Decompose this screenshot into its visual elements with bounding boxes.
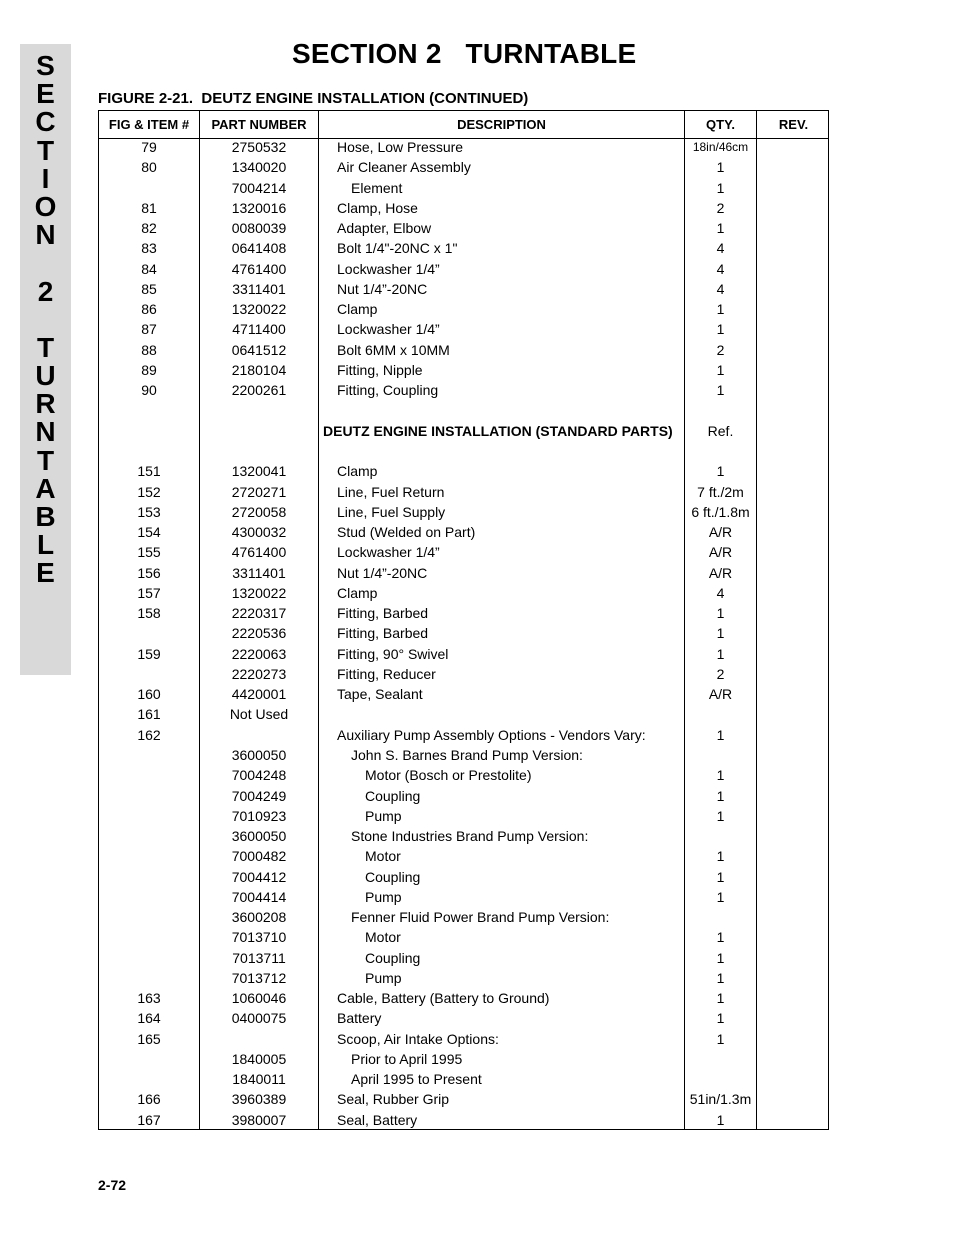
description-cell: Lockwasher 1/4” [337,260,440,277]
header-part-number: PART NUMBER [211,117,307,132]
fig-item-cell: 88 [141,341,157,358]
description-cell: Auxiliary Pump Assembly Options - Vendors Vary: [337,726,646,743]
fig-item-cell [99,846,199,866]
part-number-cell: 1840005 [231,1050,287,1067]
side-tab-letter: S [36,50,55,81]
fig-item-cell: 87 [141,321,157,338]
fig-item-cell: 82 [141,220,157,237]
description-cell: Fitting, Barbed [337,605,429,622]
qty-cell: 1 [716,220,725,237]
side-tab-letter: E [36,78,55,110]
table-row [99,400,828,420]
table-row [99,745,828,765]
description-cell: DEUTZ ENGINE INSTALLATION (STANDARD PARTS) [323,422,673,439]
qty-cell: 1 [716,605,725,622]
part-number-cell: 2200261 [231,382,287,399]
description-cell: Air Cleaner Assembly [337,159,471,176]
qty-cell: 1 [716,990,725,1007]
qty-cell: 2 [716,199,725,216]
table-row [99,157,828,177]
part-number-cell: 4761400 [231,544,287,561]
table-row [99,644,828,664]
qty-cell: 1 [716,1010,725,1027]
side-tab-letter: T [36,331,55,363]
description-cell: Motor [365,848,401,865]
side-tab-letter: I [41,162,50,194]
description-cell: Motor (Bosch or Prestolite) [365,767,532,784]
part-number-cell [200,725,318,745]
part-number-cell: 2180104 [231,361,287,378]
qty-cell [685,1069,756,1089]
description-cell: Coupling [365,949,421,966]
qty-cell: 1 [716,179,725,196]
side-tab-letter: O [34,190,57,222]
qty-cell: 1 [716,159,725,176]
table-row [99,704,828,724]
qty-cell: 4 [716,260,725,277]
table-row [99,867,828,887]
fig-item-cell [99,927,199,947]
description-cell: Element [351,179,403,196]
qty-cell: 18in/46cm [692,140,749,154]
fig-item-cell: 159 [137,645,161,662]
fig-item-cell: 90 [141,382,157,399]
table-row [99,725,828,745]
table-row [99,786,828,806]
qty-cell: 1 [716,767,725,784]
table-row [99,664,828,684]
part-number-cell: 3980007 [231,1111,287,1128]
part-number-cell: 7004249 [231,787,287,804]
table-row [99,583,828,603]
qty-cell: 4 [716,280,725,297]
table-row [99,238,828,258]
part-number-cell: Not Used [229,706,289,723]
qty-cell: 1 [716,463,725,480]
qty-cell: 4 [716,584,725,601]
table-row [99,765,828,785]
description-cell: Bolt 6MM x 10MM [337,341,450,358]
side-tab-letter: A [35,472,56,504]
description-cell: Clamp [337,463,378,480]
table-row [99,887,828,907]
fig-item-cell: 166 [137,1091,161,1108]
table-row [99,360,828,380]
fig-item-cell: 85 [141,280,157,297]
fig-item-cell [99,907,199,927]
table-row [99,968,828,988]
qty-cell: 1 [716,807,725,824]
qty-cell: 2 [716,341,725,358]
fig-item-cell: 158 [137,605,161,622]
qty-cell: 1 [716,848,725,865]
description-cell: Tape, Sealant [337,686,423,703]
table-row [99,340,828,360]
qty-cell: A/R [708,686,733,703]
table-row [99,927,828,947]
table-row [99,522,828,542]
fig-item-cell: 157 [137,584,161,601]
table-row [99,1049,828,1069]
part-number-cell: 7004214 [231,179,287,196]
fig-item-cell: 154 [137,524,161,541]
side-tab-letter: N [35,416,56,448]
description-cell: Fitting, Nipple [337,361,423,378]
part-number-cell: 2220536 [231,625,287,642]
part-number-cell [200,1029,318,1049]
table-row [99,684,828,704]
table-row [99,1110,828,1130]
table-row [99,441,828,461]
description-cell: Battery [337,1010,382,1027]
part-number-cell: 3311401 [232,280,286,297]
table-row [99,299,828,319]
qty-cell: 1 [716,361,725,378]
part-number-cell: 0400075 [231,1010,287,1027]
qty-cell: 2 [716,665,725,682]
description-cell: Fitting, Barbed [337,625,429,642]
qty-cell [685,441,756,461]
description-cell: Bolt 1/4"-20NC x 1" [337,240,458,257]
qty-cell: 1 [716,929,725,946]
table-row [99,482,828,502]
table-row [99,542,828,562]
fig-item-cell: 83 [141,240,157,257]
part-number-cell: 2220317 [231,605,287,622]
fig-item-cell [99,441,199,461]
side-tab-letter: L [36,529,55,561]
table-row [99,1069,828,1089]
table-row [99,137,828,157]
part-number-cell: 7000482 [231,848,287,865]
fig-item-cell [99,623,199,643]
part-number-cell [200,421,318,441]
fig-item-cell [99,421,199,441]
description-cell: Coupling [365,787,421,804]
qty-cell: 1 [716,787,725,804]
table-row [99,279,828,299]
part-number-cell: 3600050 [231,746,287,763]
qty-cell: 6 ft./1.8m [691,503,750,520]
part-number-cell: 3600208 [231,909,287,926]
table-row [99,178,828,198]
description-cell: Nut 1/4”-20NC [337,280,428,297]
table-row [99,1008,828,1028]
qty-cell: 1 [716,645,725,662]
qty-cell: 51in/1.3m [689,1091,752,1108]
header-fig-item: FIG & ITEM # [108,117,190,132]
part-number-cell: 3311401 [232,564,286,581]
table-row [99,846,828,866]
part-number-cell: 1320022 [231,301,287,318]
part-number-cell: 3600050 [231,828,287,845]
fig-item-cell: 81 [141,199,157,216]
part-number-cell: 4300032 [231,524,287,541]
qty-cell: 1 [716,321,725,338]
description-cell: Fitting, Reducer [337,665,436,682]
qty-cell: 1 [716,625,725,642]
qty-cell: A/R [708,544,733,561]
table-row [99,502,828,522]
part-number-cell: 2750532 [231,139,287,155]
table-row [99,421,828,441]
description-cell: Seal, Battery [337,1111,418,1128]
table-row [99,563,828,583]
description-cell: Line, Fuel Return [337,483,445,500]
qty-cell: Ref. [707,422,734,439]
description-cell: Fitting, 90° Swivel [337,645,449,662]
part-number-cell: 1060046 [231,990,287,1007]
figure-title: FIGURE 2-21. DEUTZ ENGINE INSTALLATION (CONTINUED) [98,90,529,107]
qty-cell: 7 ft./2m [697,483,744,500]
page-title: SECTION 2 TURNTABLE [292,38,637,69]
fig-item-cell: 156 [137,564,161,581]
qty-cell: A/R [708,564,733,581]
description-cell: Pump [365,807,402,824]
table-row [99,907,828,927]
fig-item-cell: 86 [141,301,157,318]
parts-table [98,110,829,1130]
table-row [99,806,828,826]
side-tab-letter: 2 [37,275,54,307]
fig-item-cell: 155 [137,544,161,561]
part-number-cell: 0641512 [231,341,287,358]
description-cell: Lockwasher 1/4” [337,321,440,338]
side-tab-letter: N [35,219,56,251]
header-description: DESCRIPTION [457,117,546,132]
fig-item-cell: 167 [137,1111,161,1128]
qty-cell: 1 [716,382,725,399]
description-cell: Stud (Welded on Part) [337,524,476,541]
fig-item-cell [99,948,199,968]
fig-item-cell: 152 [137,483,161,500]
description-cell: Pump [365,888,402,905]
part-number-cell: 7004412 [231,868,287,885]
part-number-cell: 4420001 [231,686,287,703]
fig-item-cell: 79 [141,139,157,155]
part-number-cell: 7004414 [231,888,287,905]
fig-item-cell: 165 [137,1030,161,1047]
part-number-cell: 7004248 [231,767,287,784]
part-number-cell: 1320041 [231,463,287,480]
header-qty: QTY. [706,117,735,132]
table-row [99,623,828,643]
description-cell: Adapter, Elbow [337,220,432,237]
table-row [99,1089,828,1109]
description-cell: Coupling [365,868,421,885]
part-number-cell: 4711400 [232,321,286,338]
part-number-cell [200,400,318,420]
part-number-cell: 2720271 [231,483,287,500]
table-row [99,461,828,481]
part-number-cell: 7013711 [232,949,286,966]
part-number-cell: 0080039 [231,220,287,237]
fig-item-cell: 80 [141,159,157,176]
description-cell: John S. Barnes Brand Pump Version: [351,746,583,763]
fig-item-cell: 161 [137,706,161,723]
qty-cell: A/R [708,524,733,541]
description-cell: Motor [365,929,401,946]
qty-cell: 1 [716,868,725,885]
qty-cell [685,826,756,846]
part-number-cell: 7013712 [231,969,287,986]
qty-cell: 1 [716,1030,725,1047]
fig-item-cell: 163 [137,990,161,1007]
table-row [99,218,828,238]
part-number-cell: 2220273 [231,665,287,682]
description-cell: Seal, Rubber Grip [337,1091,450,1108]
fig-item-cell [99,826,199,846]
side-tab-letter: T [36,134,55,166]
table-row [99,319,828,339]
part-number-cell: 7010923 [231,807,287,824]
table-row [99,826,828,846]
part-number-cell: 1320016 [231,199,287,216]
description-cell: April 1995 to Present [351,1071,482,1088]
fig-item-cell [99,806,199,826]
part-number-cell: 2720058 [231,503,287,520]
part-number-cell: 1320022 [231,584,287,601]
description-cell: Hose, Low Pressure [337,139,464,155]
fig-item-cell: 89 [141,361,157,378]
fig-item-cell [99,765,199,785]
side-tab-letter: C [35,106,56,138]
fig-item-cell [99,1069,199,1089]
description-cell: Pump [365,969,402,986]
qty-cell [685,1049,756,1069]
table-row [99,948,828,968]
fig-item-cell [99,968,199,988]
table-row [99,259,828,279]
part-number-cell: 3960389 [231,1091,287,1108]
description-cell: Clamp, Hose [337,199,418,216]
description-cell: Clamp [337,301,378,318]
part-number-cell: 2220063 [231,645,287,662]
table-body [99,137,828,1130]
qty-cell [685,400,756,420]
part-number-cell: 0641408 [231,240,287,257]
table-row [99,988,828,1008]
section-side-tab [20,44,71,675]
qty-cell [685,907,756,927]
description-cell: Fitting, Coupling [337,382,439,399]
description-cell: Nut 1/4”-20NC [337,564,428,581]
fig-item-cell: 164 [137,1010,161,1027]
fig-item-cell [99,1049,199,1069]
qty-cell: 1 [716,1111,725,1128]
description-cell: Fenner Fluid Power Brand Pump Version: [351,909,610,926]
side-tab-letter: B [35,501,56,532]
fig-item-cell [99,786,199,806]
part-number-cell [200,441,318,461]
part-number-cell: 1840011 [232,1071,286,1088]
fig-item-cell: 151 [137,463,161,480]
qty-cell [685,745,756,765]
fig-item-cell [99,867,199,887]
description-cell: Cable, Battery (Battery to Ground) [337,990,550,1007]
fig-item-cell [99,887,199,907]
side-tab-letter: R [35,388,56,420]
qty-cell: 1 [716,949,725,966]
fig-item-cell [99,664,199,684]
description-cell: Scoop, Air Intake Options: [337,1030,499,1047]
description-cell: Lockwasher 1/4” [337,544,440,561]
header-rev: REV. [778,117,809,132]
table-row [99,380,828,400]
table-row [99,1029,828,1049]
description-cell: Prior to April 1995 [351,1050,463,1067]
part-number-cell: 4761400 [231,260,287,277]
part-number-cell: 1340020 [231,159,287,176]
fig-item-cell [99,400,199,420]
fig-item-cell: 160 [137,686,161,703]
fig-item-cell [99,745,199,765]
part-number-cell: 7013710 [231,929,287,946]
fig-item-cell: 153 [137,503,161,520]
page-number: 2-72 [98,1177,127,1193]
table-row [99,603,828,623]
side-tab-letter: E [36,557,55,589]
qty-cell: 4 [716,240,725,257]
qty-cell: 1 [716,301,725,318]
side-tab-letter: U [35,360,56,392]
qty-cell: 1 [716,969,725,986]
table-row [99,198,828,218]
qty-cell: 1 [716,726,725,743]
description-cell: Line, Fuel Supply [337,503,446,520]
description-cell: Stone Industries Brand Pump Version: [351,828,589,845]
side-tab-letter: T [36,444,55,476]
fig-item-cell [99,178,199,198]
fig-item-cell: 84 [141,260,157,277]
qty-cell [685,704,756,724]
qty-cell: 1 [716,888,725,905]
description-cell: Clamp [337,584,378,601]
fig-item-cell: 162 [137,726,161,743]
